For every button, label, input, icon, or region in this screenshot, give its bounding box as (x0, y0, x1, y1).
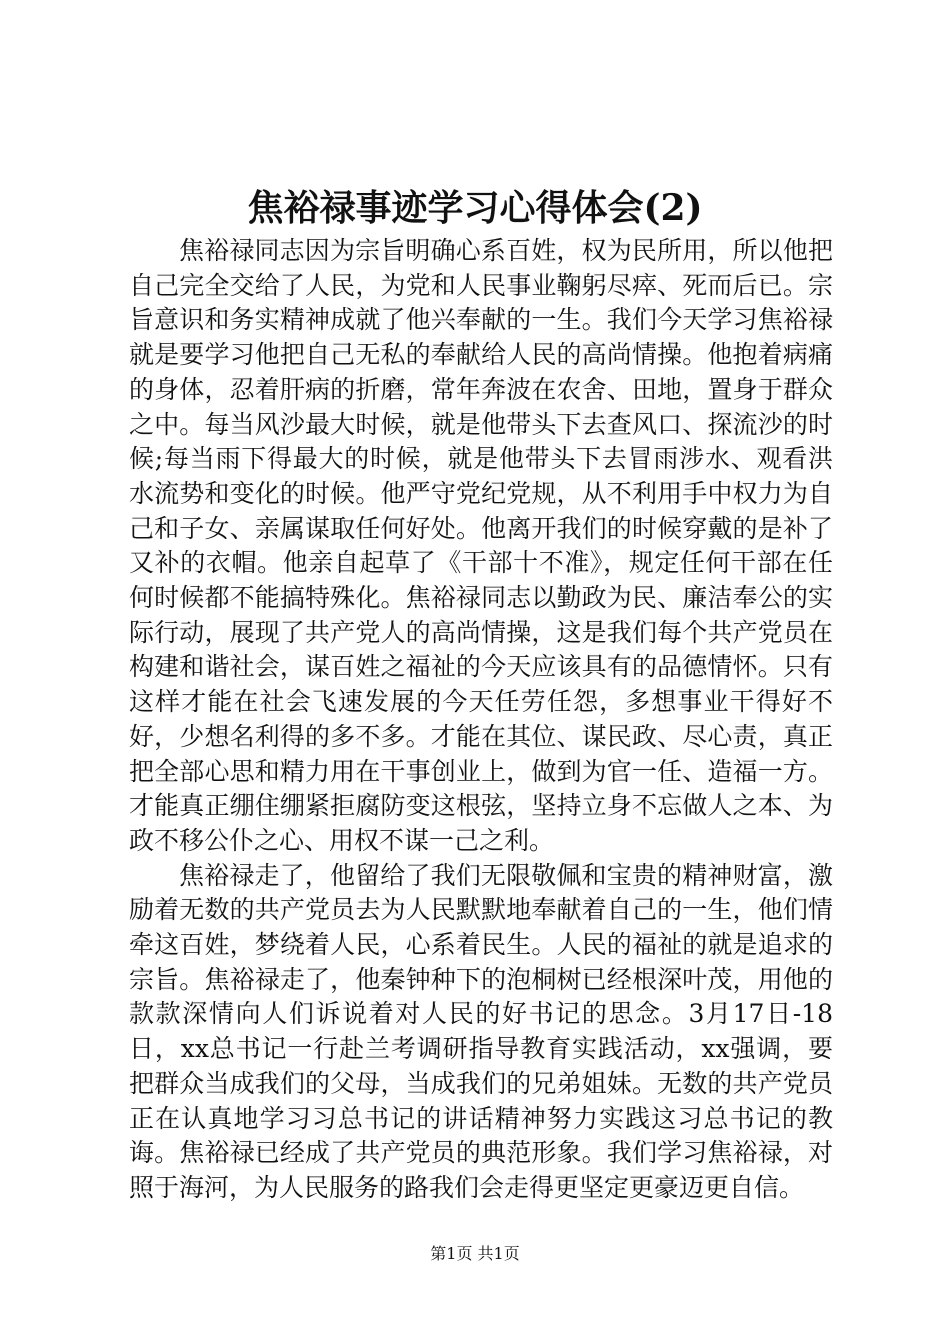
page-number-footer: 第1页 共1页 (430, 1244, 520, 1263)
paragraph: 焦裕禄走了，他留给了我们无限敬佩和宝贵的精神财富，激励着无数的共产党员去为人民默默地奉献着自己的一生，他们情牵这百姓，梦绕着人民，心系着民生。人民的福祉的就是追求的宗旨。焦裕禄走了，他秦钟种下的泡桐树已经根深叶茂，用他的款款深情向人们诉说着对人民的好书记的思念。3月17日-18日，xx总书记一行赴兰考调研指导教育实践活动，xx强调，要把群众当成我们的父母，当成我们的兄弟姐妹。无数的共产党员正在认真地学习习总书记的讲话精神努力实践这习总书记的教诲。焦裕禄已经成了共产党员的典范形象。我们学习焦裕禄，对照于海河，为人民服务的路我们会走得更坚定更豪迈更自信。 (129, 860, 833, 1202)
paragraph: 焦裕禄同志因为宗旨明确心系百姓，权为民所用，所以他把自己完全交给了人民，为党和人民事业鞠躬尽瘁、死而后已。宗旨意识和务实精神成就了他兴奉献的一生。我们今天学习焦裕禄就是要学习他把自己无私的奉献给人民的高尚情操。他抱着病痛的身体，忍着肝病的折磨，常年奔波在农舍、田地，置身于群众之中。每当风沙最大时候，就是他带头下去查风口、探流沙的时候;每当雨下得最大的时候，就是他带头下去冒雨涉水、观看洪水流势和变化的时候。他严守党纪党规，从不利用手中权力为自己和子女、亲属谋取任何好处。他离开我们的时候穿戴的是补了又补的衣帽。他亲自起草了《干部十不准》，规定任何干部在任何时候都不能搞特殊化。焦裕禄同志以勤政为民、廉洁奉公的实际行动，展现了共产党人的高尚情操，这是我们每个共产党员在构建和谐社会，谋百姓之福祉的今天应该具有的品德情怀。只有这样才能在社会飞速发展的今天任劳任怨，多想事业干得好不好，少想名利得的多不多。才能在其位、谋民政、尽心责，真正把全部心思和精力用在干事创业上，做到为官一任、造福一方。才能真正绷住绷紧拒腐防变这根弦，坚持立身不忘做人之本、为政不移公仆之心、用权不谋一己之利。 (129, 236, 833, 855)
document-body (129, 234, 833, 1206)
document-title: 焦裕禄事迹学习心得体会(2) (247, 187, 703, 229)
